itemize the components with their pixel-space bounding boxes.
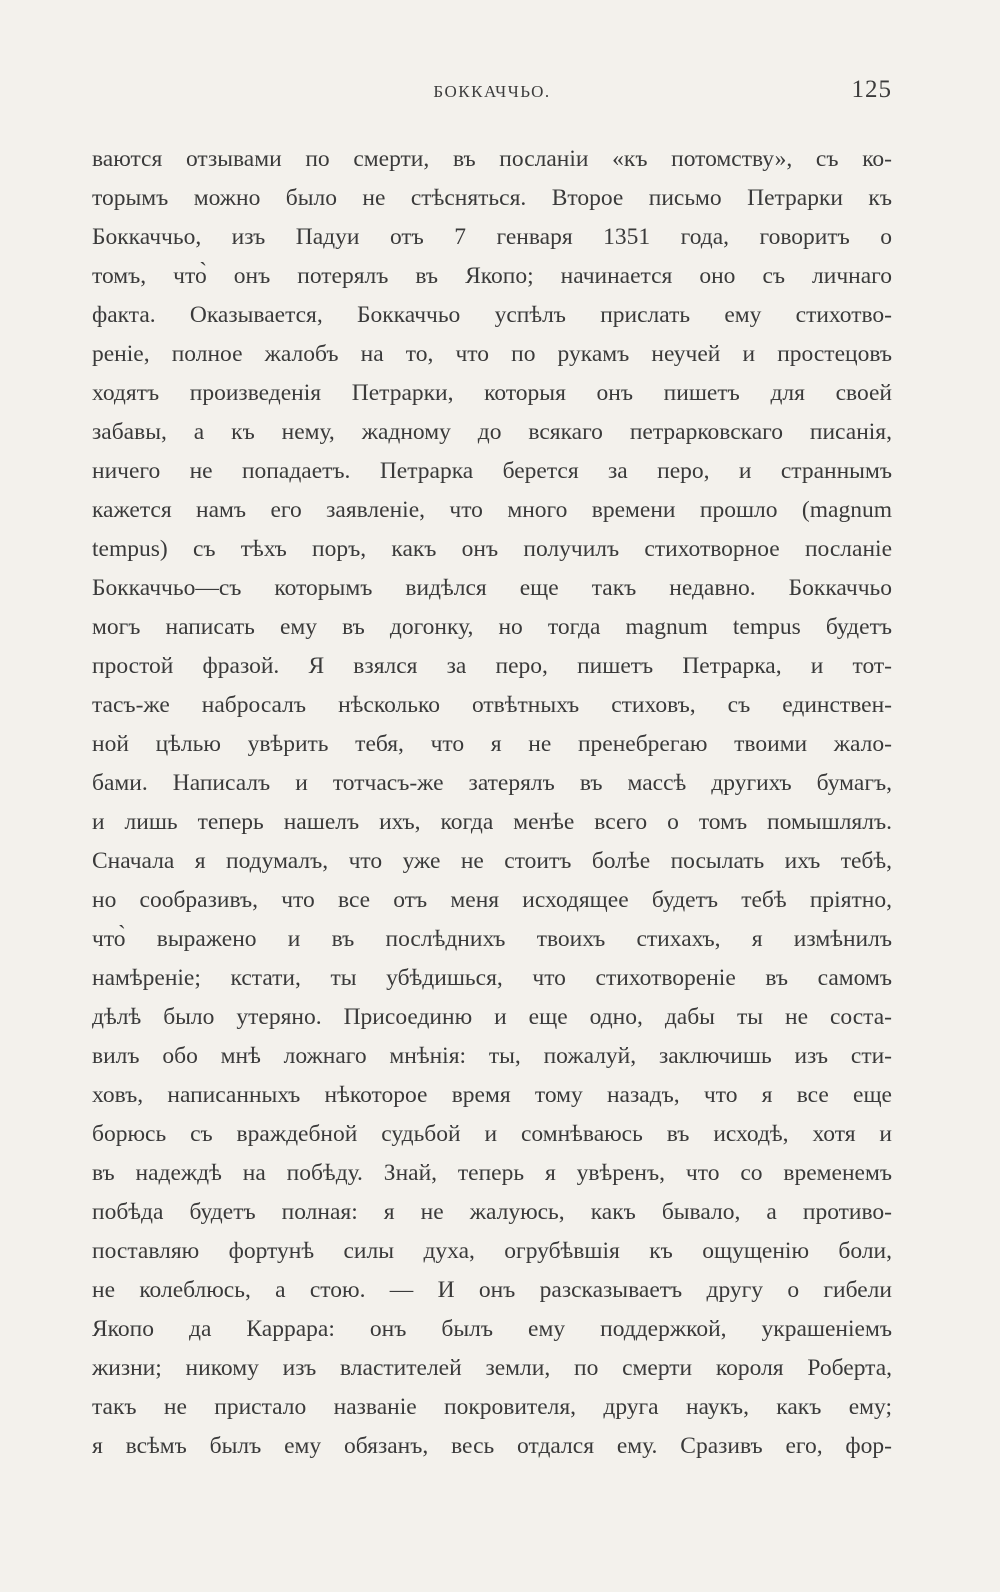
text-line: я всѣмъ былъ ему обязанъ, весь отдался ему. Сразивъ его, фор- [92, 1433, 892, 1459]
text-line: тасъ-же набросалъ нѣсколько отвѣтныхъ стиховъ, съ единствен- [92, 692, 892, 718]
text-line: торымъ можно было не стѣсняться. Второе письмо Петрарки къ [92, 185, 892, 211]
text-line: что̀ выражено и въ послѣднихъ твоихъ стихахъ, я измѣнилъ [92, 926, 892, 952]
text-line: забавы, а къ нему, жадному до всякаго петрарковскаго писанія, [92, 419, 892, 445]
text-line: побѣда будетъ полная: я не жалуюсь, какъ бывало, а противо- [92, 1199, 892, 1225]
running-title: БОККАЧЧЬО. [433, 82, 551, 101]
text-line: намѣреніе; кстати, ты убѣдишься, что стихотвореніе въ самомъ [92, 965, 892, 991]
text-line: но сообразивъ, что все отъ меня исходящее будетъ тебѣ пріятно, [92, 887, 892, 913]
text-line: жизни; никому изъ властителей земли, по смерти короля Роберта, [92, 1355, 892, 1381]
text-line: въ надеждѣ на побѣду. Знай, теперь я увѣренъ, что со временемъ [92, 1160, 892, 1186]
page-number: 125 [851, 76, 892, 103]
text-line: факта. Оказывается, Боккаччьо успѣлъ прислать ему стихотво- [92, 302, 892, 328]
text-line: реніе, полное жалобъ на то, что по рукамъ неучей и простецовъ [92, 341, 892, 367]
text-line: вилъ обо мнѣ ложнаго мнѣнія: ты, пожалуй, заключишь изъ сти- [92, 1043, 892, 1069]
text-line: ваются отзывами по смерти, въ посланіи «къ потомству», съ ко- [92, 146, 892, 172]
text-line: кажется намъ его заявленіе, что много времени прошло (magnum [92, 497, 892, 523]
text-line: не колеблюсь, а стою. — И онъ разсказываетъ другу о гибели [92, 1277, 892, 1303]
body-text [92, 140, 892, 1466]
text-line: ной цѣлью увѣрить тебя, что я не пренебрегаю твоими жало- [92, 731, 892, 757]
text-line: Боккаччьо—съ которымъ видѣлся еще такъ недавно. Боккаччьо [92, 575, 892, 601]
text-line: дѣлѣ было утеряно. Присоединю и еще одно, дабы ты не соста- [92, 1004, 892, 1030]
text-line: поставляю фортунѣ силы духа, огрубѣвшія къ ощущенію боли, [92, 1238, 892, 1264]
text-line: бами. Написалъ и тотчасъ-же затерялъ въ массѣ другихъ бумагъ, [92, 770, 892, 796]
text-line: борюсь съ враждебной судьбой и сомнѣваюсь въ исходѣ, хотя и [92, 1121, 892, 1147]
text-line: могъ написать ему въ догонку, но тогда magnum tempus будетъ [92, 614, 892, 640]
text-line: томъ, что̀ онъ потерялъ въ Якопо; начинается оно съ личнаго [92, 263, 892, 289]
text-line: ходятъ произведенія Петрарки, которыя онъ пишетъ для своей [92, 380, 892, 406]
text-line: Якопо да Каррара: онъ былъ ему поддержкой, украшеніемъ [92, 1316, 892, 1342]
text-line: ничего не попадаетъ. Петрарка берется за перо, и страннымъ [92, 458, 892, 484]
text-line: tempus) съ тѣхъ поръ, какъ онъ получилъ стихотворное посланіе [92, 536, 892, 562]
text-line: простой фразой. Я взялся за перо, пишетъ Петрарка, и тот- [92, 653, 892, 679]
running-header [92, 76, 892, 110]
text-line: Боккаччьо, изъ Падуи отъ 7 генваря 1351 года, говоритъ о [92, 224, 892, 250]
text-line: и лишь теперь нашелъ ихъ, когда менѣе всего о томъ помышлялъ. [92, 809, 892, 835]
text-line: Сначала я подумалъ, что уже не стоитъ болѣе посылать ихъ тебѣ, [92, 848, 892, 874]
text-line: такъ не пристало названіе покровителя, друга наукъ, какъ ему; [92, 1394, 892, 1420]
text-line: ховъ, написанныхъ нѣкоторое время тому назадъ, что я все еще [92, 1082, 892, 1108]
